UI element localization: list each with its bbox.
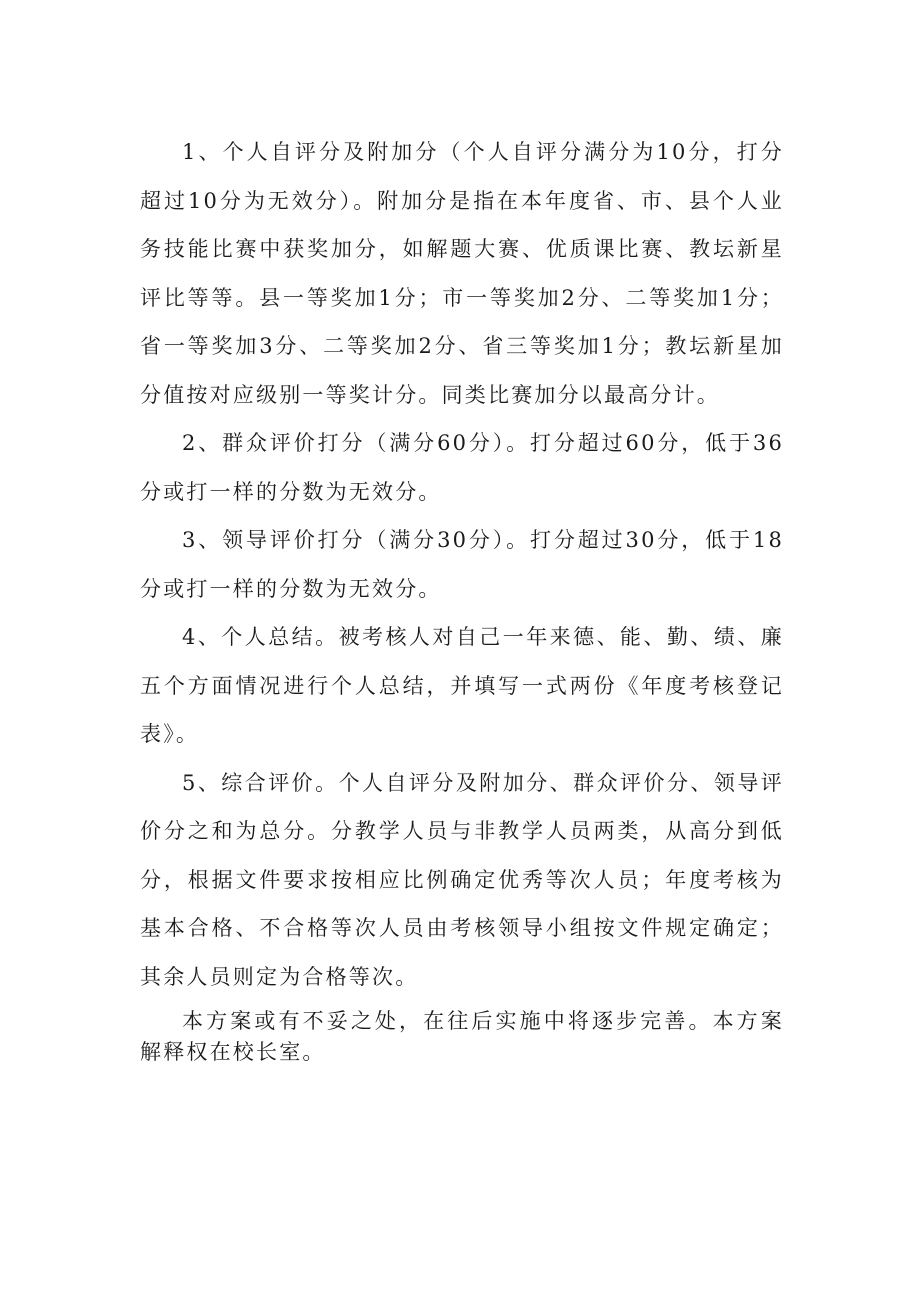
- paragraph-personal-summary: 4、个人总结。被考核人对自己一年来德、能、勤、绩、廉五个方面情况进行个人总结，并填写一式两份《年度考核登记表》。: [140, 625, 784, 746]
- paragraph-public-score: 2、群众评价打分（满分60分）。打分超过60分，低于36分或打一样的分数为无效分。: [140, 431, 784, 504]
- document-body: [140, 128, 784, 1068]
- paragraph-closing-note: 本方案或有不妥之处，在往后实施中将逐步完善。本方案解释权在校长室。: [140, 1009, 784, 1064]
- paragraph-overall-evaluation: 5、综合评价。个人自评分及附加分、群众评价分、领导评价分之和为总分。分教学人员与非教学人员两类，从高分到低分，根据文件要求按相应比例确定优秀等次人员；年度考核为基本合格、不合格等次人员由考核领导小组按文件规定确定；其余人员则定为合格等次。: [140, 770, 784, 989]
- paragraph-self-score: 1、个人自评分及附加分（个人自评分满分为10分，打分超过10分为无效分）。附加分是指在本年度省、市、县个人业务技能比赛中获奖加分，如解题大赛、优质课比赛、教坛新星评比等等。县一等奖加1分；市一等奖加2分、二等奖加1分；省一等奖加3分、二等奖加2分、省三等奖加1分；教坛新星加分值按对应级别一等奖计分。同类比赛加分以最高分计。: [140, 140, 784, 407]
- paragraph-leader-score: 3、领导评价打分（满分30分）。打分超过30分，低于18分或打一样的分数为无效分。: [140, 528, 784, 601]
